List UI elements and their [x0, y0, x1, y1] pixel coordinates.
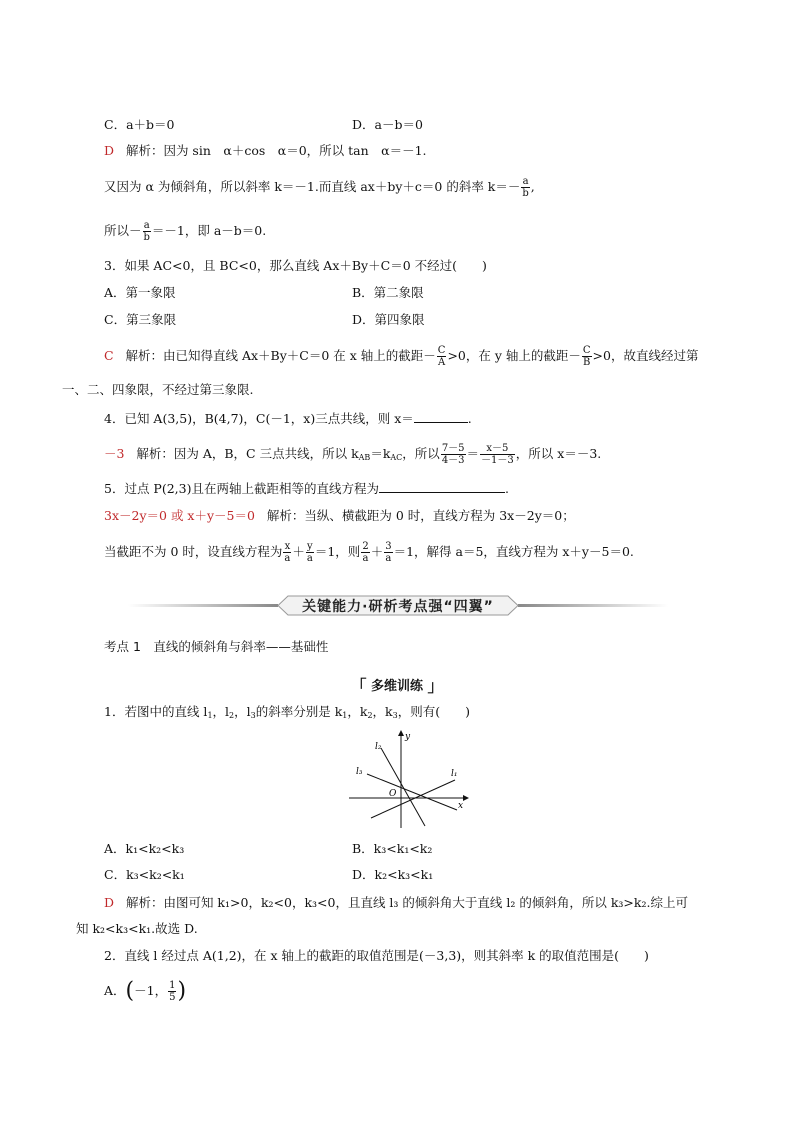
fraction: $\frac{x-5}{-1-3}$: [481, 443, 514, 466]
answer-letter: D: [104, 895, 115, 910]
option-d: D．第四象限: [352, 312, 425, 327]
solution-line: C 解析：由已知得直线 Ax＋By＋C＝0 在 x 轴上的截距－ $\frac{C}{A}$ >0，在 y 轴上的截距－ $\frac{C}{B}$ >0，故直线经过第: [104, 345, 699, 368]
solution-line: D 解析：由图可知 k₁>0，k₂<0，k₃<0，且直线 l₃ 的倾斜角大于直线 l₂ 的倾斜角，所以 k₃>k₂.综上可: [104, 895, 688, 910]
solution-line: －3 解析：因为 A，B，C 三点共线，所以 $k_{AB}=k_{AC}$，所以 $\frac{7-5}{4-3}$ ＝ $\frac{x-5}{-1-3}$ ，所以 x＝－3.: [104, 443, 602, 466]
solution-text: 又因为 α 为倾斜角，所以斜率 k＝－1.而直线 ax＋by＋c＝0 的斜率 k＝－: [104, 179, 521, 194]
line-figure: [345, 728, 475, 830]
banner-title: 关键能力·研析考点强“四翼”: [302, 599, 494, 615]
fraction: $\frac{7-5}{4-3}$: [441, 443, 465, 466]
solution-line: 又因为 α 为倾斜角，所以斜率 k＝－1.而直线 ax＋by＋c＝0 的斜率 k＝－ $\frac{a}{b}$ ,: [104, 176, 535, 199]
kaodian-heading: 考点 1 直线的倾斜角与斜率——基础性: [104, 639, 329, 654]
option-c: C．a＋b＝0: [104, 117, 175, 132]
option-c: C．第三象限: [104, 312, 177, 327]
line-l3: [367, 774, 457, 810]
fraction: $\frac{3}{a}$: [385, 541, 392, 564]
fraction: $\frac{1}{5}$: [169, 980, 176, 1003]
option-a: A．第一象限: [104, 285, 176, 300]
problem-1-stem: 1．若图中的直线 $l_1$，$l_2$，$l_3$的斜率分别是 $k_1$，$k_2$，$k_3$，则有( ): [104, 704, 470, 720]
option-d: D．k₂<k₃<k₁: [352, 867, 434, 882]
fraction: $\frac{2}{a}$: [362, 541, 369, 564]
label-origin: O: [389, 789, 397, 799]
solution-line: 知 k₂<k₃<k₁.故选 D.: [76, 921, 198, 936]
x-axis-arrow: [463, 795, 469, 801]
option-a: A．(－1， $\frac{1}{5}$ ): [104, 978, 187, 1004]
label-y: y: [405, 732, 411, 742]
fraction: $\frac{C}{A}$: [437, 345, 446, 368]
answer-blank: [414, 410, 468, 423]
solution-line: 所以－ $\frac{a}{b}$ ＝－1，即 a－b＝0.: [104, 220, 267, 243]
solution-line: 3x－2y＝0 或 x＋y－5＝0 解析：当纵、横截距为 0 时，直线方程为 3x－2y＝0；: [104, 508, 575, 523]
option-b: B．k₃<k₁<k₂: [352, 841, 433, 856]
solution-line: [104, 142, 427, 160]
label-l2: l₂: [375, 742, 382, 752]
answer-letter: D: [104, 143, 115, 158]
label-l3: l₃: [356, 767, 363, 777]
option-b: B．第二象限: [352, 285, 424, 300]
section-banner: [128, 592, 668, 620]
question-4-stem: 4．已知 A(3,5)，B(4,7)，C(－1，x)三点共线，则 x＝ .: [104, 411, 472, 426]
answer-letter: C: [104, 348, 114, 363]
question-5-stem: 5．过点 P(2,3)且在两轴上截距相等的直线方程为 .: [104, 481, 509, 496]
label-l1: l₁: [451, 769, 458, 779]
label-x: x: [458, 801, 464, 811]
option-d: D．a－b＝0: [352, 117, 423, 132]
question-3-stem: 3．如果 AC<0，且 BC<0，那么直线 Ax＋By＋C＝0 不经过( ): [104, 258, 487, 273]
option-c: C．k₃<k₂<k₁: [104, 867, 185, 882]
answer-blank: [379, 480, 505, 493]
line-l2: [381, 748, 425, 826]
answer-value: －3: [104, 446, 125, 461]
y-axis-arrow: [398, 730, 404, 736]
problem-2-stem: 2．直线 l 经过点 A(1,2)，在 x 轴上的截距的取值范围是(－3,3)，则其斜率 k 的取值范围是( ): [104, 948, 649, 963]
fraction: $\frac{y}{a}$: [306, 541, 313, 564]
solution-line: 一、二、四象限，不经过第三象限.: [62, 382, 254, 397]
option-a: A．k₁<k₂<k₃: [104, 841, 185, 856]
fraction: $\frac{a}{b}$: [143, 220, 150, 243]
fraction: $\frac{x}{a}$: [284, 541, 291, 564]
fraction: $\frac{a}{b}$: [522, 176, 529, 199]
solution-line: 当截距不为 0 时，设直线方程为 $\frac{x}{a}$ ＋ $\frac{y}{a}$ ＝1，则 $\frac{2}{a}$ ＋ $\frac{3}{a}$ ＝1，解得 a＝5，直线方程为 x＋y－5＝0.: [104, 541, 634, 564]
answer-value: 3x－2y＝0 或 x＋y－5＝0: [104, 508, 255, 523]
line-l1: [371, 780, 455, 818]
subsection-title: 「 多维训练 」: [350, 676, 444, 696]
solution-text: 解析：因为 sin α＋cos α＝0，所以 tan α＝－1.: [125, 143, 427, 158]
fraction: $\frac{C}{B}$: [582, 345, 591, 368]
